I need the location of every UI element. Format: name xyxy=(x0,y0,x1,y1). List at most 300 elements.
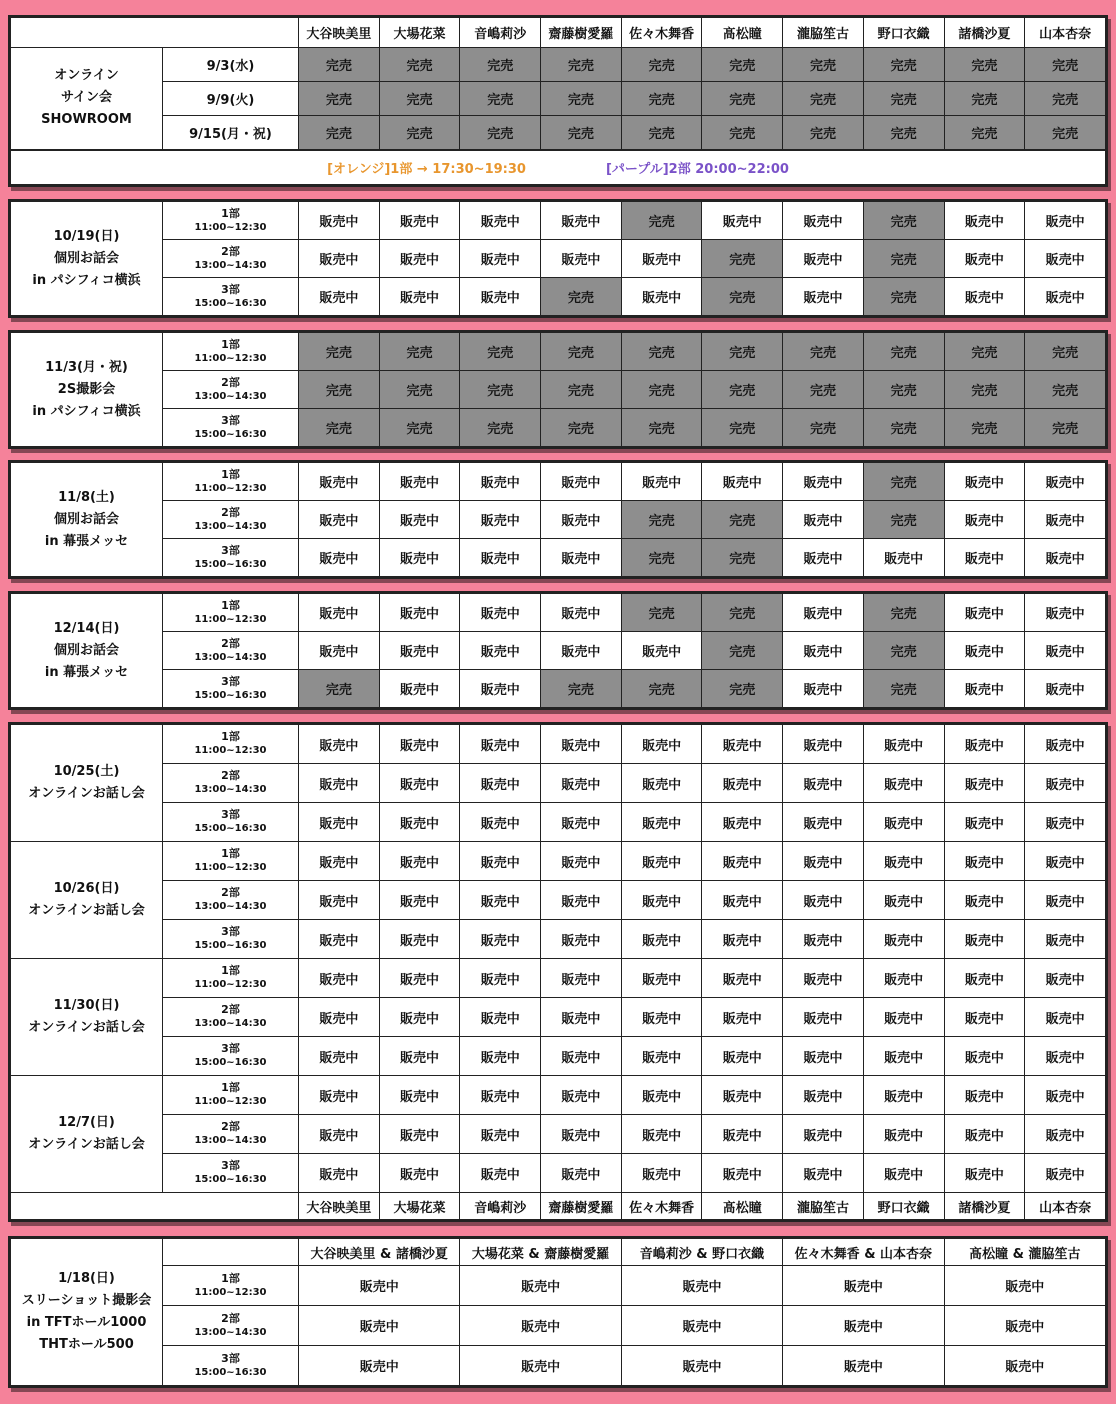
event-panel-1019 xyxy=(8,199,1108,318)
sign-date-row xyxy=(11,116,1106,150)
slot-cell xyxy=(163,881,299,920)
on-sale-cell: 販売中 xyxy=(460,670,541,708)
member-header-row xyxy=(11,18,1106,48)
on-sale-cell: 販売中 xyxy=(783,959,864,998)
on-sale-cell: 販売中 xyxy=(944,240,1025,278)
on-sale-cell: 販売中 xyxy=(460,959,541,998)
on-sale-cell: 販売中 xyxy=(1025,632,1106,670)
on-sale-cell: 販売中 xyxy=(944,1154,1025,1193)
on-sale-cell: 販売中 xyxy=(541,539,622,577)
slot-row xyxy=(11,202,1106,240)
on-sale-cell: 販売中 xyxy=(460,1115,541,1154)
event-name-line: in パシフィコ横浜 xyxy=(32,272,141,288)
note-row xyxy=(11,150,1106,185)
event-name-line: オンラインお話し会 xyxy=(28,903,145,918)
pair-name: 大場花菜 & 齋藤樹愛羅 xyxy=(460,1239,621,1266)
on-sale-cell: 販売中 xyxy=(944,632,1025,670)
slot-cell xyxy=(163,1346,299,1386)
slot-time: 13:00~14:30 xyxy=(194,520,267,532)
slot-cell xyxy=(163,725,299,764)
on-sale-cell: 販売中 xyxy=(541,998,622,1037)
on-sale-cell: 販売中 xyxy=(783,539,864,577)
on-sale-cell: 販売中 xyxy=(863,1037,944,1076)
member-name: 諸橋沙夏 xyxy=(944,18,1025,48)
sold-out-cell: 完売 xyxy=(783,371,864,409)
event-name-line: 11/3(月・祝) xyxy=(45,359,128,375)
on-sale-cell: 販売中 xyxy=(621,1076,702,1115)
slot-cell xyxy=(163,594,299,632)
sold-out-cell: 完売 xyxy=(702,632,783,670)
on-sale-cell: 販売中 xyxy=(460,202,541,240)
event-name-line: in 幕張メッセ xyxy=(44,533,129,549)
sold-out-cell: 完売 xyxy=(621,116,702,150)
sold-out-cell: 完売 xyxy=(783,409,864,447)
on-sale-cell: 販売中 xyxy=(1025,803,1106,842)
slot-time: 11:00~12:30 xyxy=(194,862,267,873)
slot-cell xyxy=(163,1154,299,1193)
slot-part: 1部 xyxy=(221,1081,240,1094)
slot-row xyxy=(11,842,1106,881)
slot-row xyxy=(11,959,1106,998)
sold-out-cell: 完売 xyxy=(299,333,380,371)
sold-out-cell: 完売 xyxy=(702,48,783,82)
on-sale-cell: 販売中 xyxy=(783,501,864,539)
on-sale-cell: 販売中 xyxy=(460,1346,621,1386)
slot-time: 11:00~12:30 xyxy=(194,221,267,233)
sold-out-cell: 完売 xyxy=(621,202,702,240)
on-sale-cell: 販売中 xyxy=(863,959,944,998)
on-sale-cell: 販売中 xyxy=(379,463,460,501)
on-sale-cell: 販売中 xyxy=(460,725,541,764)
event-name-cell xyxy=(11,594,163,708)
on-sale-cell: 販売中 xyxy=(379,594,460,632)
event-name-line: 1/18(日) xyxy=(58,1271,115,1286)
sold-out-cell: 完売 xyxy=(1025,333,1106,371)
on-sale-cell: 販売中 xyxy=(299,594,380,632)
on-sale-cell: 販売中 xyxy=(944,1306,1105,1346)
member-name: 音嶋莉沙 xyxy=(460,1193,541,1220)
on-sale-cell: 販売中 xyxy=(460,1037,541,1076)
on-sale-cell: 販売中 xyxy=(944,1266,1105,1306)
slot-cell xyxy=(163,1266,299,1306)
on-sale-cell: 販売中 xyxy=(702,881,783,920)
slot-part: 2部 xyxy=(221,1003,240,1016)
slot-cell xyxy=(163,539,299,577)
event-name-line: オンラインお話し会 xyxy=(28,786,145,801)
on-sale-cell: 販売中 xyxy=(299,1346,460,1386)
slot-cell xyxy=(163,240,299,278)
on-sale-cell: 販売中 xyxy=(299,539,380,577)
on-sale-cell: 販売中 xyxy=(379,998,460,1037)
on-sale-cell: 販売中 xyxy=(621,842,702,881)
slot-cell xyxy=(163,278,299,316)
member-name: 髙松瞳 xyxy=(702,1193,783,1220)
slot-part: 2部 xyxy=(221,886,240,899)
sold-out-cell: 完売 xyxy=(1025,116,1106,150)
slot-row xyxy=(11,409,1106,447)
sold-out-cell: 完売 xyxy=(944,333,1025,371)
sold-out-cell: 完売 xyxy=(783,82,864,116)
on-sale-cell: 販売中 xyxy=(621,920,702,959)
on-sale-cell: 販売中 xyxy=(621,1346,782,1386)
member-name: 佐々木舞香 xyxy=(621,1193,702,1220)
on-sale-cell: 販売中 xyxy=(1025,1154,1106,1193)
on-sale-cell: 販売中 xyxy=(1025,725,1106,764)
on-sale-cell: 販売中 xyxy=(1025,920,1106,959)
slot-cell xyxy=(163,920,299,959)
sold-out-cell: 完売 xyxy=(541,371,622,409)
pair-name: 佐々木舞香 & 山本杏奈 xyxy=(783,1239,944,1266)
on-sale-cell: 販売中 xyxy=(944,842,1025,881)
event-name-line: オンラインお話し会 xyxy=(28,1137,145,1152)
slot-cell xyxy=(163,1115,299,1154)
member-name: 山本杏奈 xyxy=(1025,18,1106,48)
event-name-line: SHOWROOM xyxy=(41,112,132,128)
sold-out-cell: 完売 xyxy=(944,82,1025,116)
event-panel-1108 xyxy=(8,460,1108,579)
slot-time: 13:00~14:30 xyxy=(194,1018,267,1029)
slot-cell xyxy=(163,1306,299,1346)
member-name: 大谷映美里 xyxy=(299,18,380,48)
online-talk-panel xyxy=(8,722,1108,1222)
on-sale-cell: 販売中 xyxy=(863,1076,944,1115)
sold-out-cell: 完売 xyxy=(541,409,622,447)
on-sale-cell: 販売中 xyxy=(379,278,460,316)
on-sale-cell: 販売中 xyxy=(783,594,864,632)
slot-time: 11:00~12:30 xyxy=(194,1286,267,1298)
sold-out-cell: 完売 xyxy=(541,670,622,708)
on-sale-cell: 販売中 xyxy=(621,278,702,316)
slot-row xyxy=(11,1346,1106,1386)
on-sale-cell: 販売中 xyxy=(1025,463,1106,501)
sold-out-cell: 完売 xyxy=(621,409,702,447)
event-name-cell xyxy=(11,1076,163,1193)
slot-part: 2部 xyxy=(221,244,240,258)
on-sale-cell: 販売中 xyxy=(541,632,622,670)
on-sale-cell: 販売中 xyxy=(460,1154,541,1193)
slot-row xyxy=(11,881,1106,920)
slot-time: 13:00~14:30 xyxy=(194,1326,267,1338)
sold-out-cell: 完売 xyxy=(460,48,541,82)
slot-time: 15:00~16:30 xyxy=(194,558,267,570)
member-name: 山本杏奈 xyxy=(1025,1193,1106,1220)
sold-out-cell: 完売 xyxy=(1025,371,1106,409)
slot-part: 3部 xyxy=(221,413,240,427)
pair-name: 音嶋莉沙 & 野口衣織 xyxy=(621,1239,782,1266)
on-sale-cell: 販売中 xyxy=(944,539,1025,577)
on-sale-cell: 販売中 xyxy=(460,881,541,920)
slot-part: 3部 xyxy=(221,543,240,557)
on-sale-cell: 販売中 xyxy=(863,881,944,920)
on-sale-cell: 販売中 xyxy=(379,632,460,670)
on-sale-cell: 販売中 xyxy=(783,725,864,764)
member-name: 音嶋莉沙 xyxy=(460,18,541,48)
event-name-cell xyxy=(11,463,163,577)
on-sale-cell: 販売中 xyxy=(621,240,702,278)
event-name-line: オンラインお話し会 xyxy=(28,1020,145,1035)
slot-part: 1部 xyxy=(221,467,240,481)
slot-cell xyxy=(163,670,299,708)
on-sale-cell: 販売中 xyxy=(299,725,380,764)
sold-out-cell: 完売 xyxy=(702,670,783,708)
on-sale-cell: 販売中 xyxy=(783,998,864,1037)
on-sale-cell: 販売中 xyxy=(1025,539,1106,577)
pair-name: 大谷映美里 & 諸橋沙夏 xyxy=(299,1239,460,1266)
slot-time: 13:00~14:30 xyxy=(194,390,267,402)
event-name-line: 10/26(日) xyxy=(53,881,120,896)
slot-row xyxy=(11,278,1106,316)
slot-row xyxy=(11,371,1106,409)
on-sale-cell: 販売中 xyxy=(944,463,1025,501)
slot-time: 15:00~16:30 xyxy=(194,297,267,309)
slot-time: 13:00~14:30 xyxy=(194,259,267,271)
on-sale-cell: 販売中 xyxy=(379,920,460,959)
on-sale-cell: 販売中 xyxy=(1025,594,1106,632)
on-sale-cell: 販売中 xyxy=(299,881,380,920)
on-sale-cell: 販売中 xyxy=(863,539,944,577)
slot-part: 1部 xyxy=(221,598,240,612)
slot-time: 15:00~16:30 xyxy=(194,940,267,951)
slot-part: 3部 xyxy=(221,1351,240,1365)
sold-out-cell: 完売 xyxy=(863,463,944,501)
header-blank-cell xyxy=(11,18,299,48)
on-sale-cell: 販売中 xyxy=(783,463,864,501)
on-sale-cell: 販売中 xyxy=(702,1076,783,1115)
slot-time: 15:00~16:30 xyxy=(194,428,267,440)
sold-out-cell: 完売 xyxy=(541,116,622,150)
on-sale-cell: 販売中 xyxy=(460,1266,621,1306)
sold-out-cell: 完売 xyxy=(379,371,460,409)
on-sale-cell: 販売中 xyxy=(621,764,702,803)
on-sale-cell: 販売中 xyxy=(379,959,460,998)
slot-row xyxy=(11,998,1106,1037)
on-sale-cell: 販売中 xyxy=(379,881,460,920)
on-sale-cell: 販売中 xyxy=(460,240,541,278)
sign-date-row xyxy=(11,82,1106,116)
on-sale-cell: 販売中 xyxy=(379,1076,460,1115)
slot-row xyxy=(11,632,1106,670)
slot-row xyxy=(11,539,1106,577)
slot-row xyxy=(11,1306,1106,1346)
slot-row xyxy=(11,1115,1106,1154)
sold-out-cell: 完売 xyxy=(863,409,944,447)
event-name-cell xyxy=(11,1239,163,1386)
slot-cell xyxy=(163,764,299,803)
sold-out-cell: 完売 xyxy=(702,116,783,150)
slot-part: 1部 xyxy=(221,847,240,860)
on-sale-cell: 販売中 xyxy=(541,959,622,998)
sold-out-cell: 完売 xyxy=(621,371,702,409)
sold-out-cell: 完売 xyxy=(863,333,944,371)
member-name: 瀧脇笙古 xyxy=(783,1193,864,1220)
on-sale-cell: 販売中 xyxy=(541,1037,622,1076)
on-sale-cell: 販売中 xyxy=(702,764,783,803)
on-sale-cell: 販売中 xyxy=(541,1115,622,1154)
on-sale-cell: 販売中 xyxy=(460,501,541,539)
sold-out-cell: 完売 xyxy=(783,333,864,371)
on-sale-cell: 販売中 xyxy=(783,803,864,842)
on-sale-cell: 販売中 xyxy=(621,803,702,842)
header-blank-cell xyxy=(11,1193,299,1220)
event-name-cell xyxy=(11,959,163,1076)
on-sale-cell: 販売中 xyxy=(379,725,460,764)
sold-out-cell: 完売 xyxy=(702,278,783,316)
sold-out-cell: 完売 xyxy=(299,116,380,150)
slot-cell xyxy=(163,371,299,409)
member-name: 大場花菜 xyxy=(379,18,460,48)
on-sale-cell: 販売中 xyxy=(541,240,622,278)
sold-out-cell: 完売 xyxy=(621,501,702,539)
on-sale-cell: 販売中 xyxy=(783,632,864,670)
on-sale-cell: 販売中 xyxy=(783,1346,944,1386)
sold-out-cell: 完売 xyxy=(621,82,702,116)
on-sale-cell: 販売中 xyxy=(460,632,541,670)
member-name: 齋藤樹愛羅 xyxy=(541,1193,622,1220)
member-name: 齋藤樹愛羅 xyxy=(541,18,622,48)
slot-time: 15:00~16:30 xyxy=(194,1174,267,1185)
on-sale-cell: 販売中 xyxy=(944,594,1025,632)
on-sale-cell: 販売中 xyxy=(621,725,702,764)
sold-out-cell: 完売 xyxy=(863,278,944,316)
on-sale-cell: 販売中 xyxy=(702,1154,783,1193)
on-sale-cell: 販売中 xyxy=(944,202,1025,240)
on-sale-cell: 販売中 xyxy=(541,594,622,632)
on-sale-cell: 販売中 xyxy=(944,1037,1025,1076)
orange-note: [オレンジ]1部 → 17:30~19:30 xyxy=(327,161,526,177)
on-sale-cell: 販売中 xyxy=(702,725,783,764)
sold-out-cell: 完売 xyxy=(863,632,944,670)
slot-part: 3部 xyxy=(221,925,240,938)
on-sale-cell: 販売中 xyxy=(702,842,783,881)
event-name-line: in 幕張メッセ xyxy=(44,664,129,680)
on-sale-cell: 販売中 xyxy=(541,725,622,764)
slot-time: 15:00~16:30 xyxy=(194,1366,267,1378)
on-sale-cell: 販売中 xyxy=(944,278,1025,316)
slot-time: 11:00~12:30 xyxy=(194,482,267,494)
slot-part: 1部 xyxy=(221,337,240,351)
sold-out-cell: 完売 xyxy=(541,278,622,316)
sold-out-cell: 完売 xyxy=(702,82,783,116)
on-sale-cell: 販売中 xyxy=(702,1115,783,1154)
slot-row xyxy=(11,594,1106,632)
on-sale-cell: 販売中 xyxy=(299,803,380,842)
slot-part: 3部 xyxy=(221,674,240,688)
on-sale-cell: 販売中 xyxy=(299,202,380,240)
on-sale-cell: 販売中 xyxy=(460,1306,621,1346)
on-sale-cell: 販売中 xyxy=(541,881,622,920)
on-sale-cell: 販売中 xyxy=(944,1076,1025,1115)
on-sale-cell: 販売中 xyxy=(863,1115,944,1154)
on-sale-cell: 販売中 xyxy=(460,998,541,1037)
on-sale-cell: 販売中 xyxy=(541,463,622,501)
sold-out-cell: 完売 xyxy=(863,202,944,240)
three-shot-panel xyxy=(8,1236,1108,1388)
on-sale-cell: 販売中 xyxy=(702,1037,783,1076)
slot-row xyxy=(11,1266,1106,1306)
on-sale-cell: 販売中 xyxy=(299,463,380,501)
on-sale-cell: 販売中 xyxy=(944,670,1025,708)
on-sale-cell: 販売中 xyxy=(379,501,460,539)
sold-out-cell: 完売 xyxy=(621,333,702,371)
on-sale-cell: 販売中 xyxy=(379,670,460,708)
on-sale-cell: 販売中 xyxy=(379,1037,460,1076)
on-sale-cell: 販売中 xyxy=(783,764,864,803)
sold-out-cell: 完売 xyxy=(863,48,944,82)
event-name-cell xyxy=(11,333,163,447)
on-sale-cell: 販売中 xyxy=(944,920,1025,959)
event-name-line: 2S撮影会 xyxy=(57,381,116,397)
purple-note: [パープル]2部 20:00~22:00 xyxy=(605,161,789,177)
sold-out-cell: 完売 xyxy=(863,670,944,708)
on-sale-cell: 販売中 xyxy=(863,920,944,959)
event-name-line: 10/25(土) xyxy=(53,764,120,779)
slot-time: 11:00~12:30 xyxy=(194,745,267,756)
on-sale-cell: 販売中 xyxy=(863,764,944,803)
sold-out-cell: 完売 xyxy=(1025,82,1106,116)
sold-out-cell: 完売 xyxy=(863,240,944,278)
sold-out-cell: 完売 xyxy=(299,670,380,708)
event-name-line: スリーショット撮影会 xyxy=(21,1293,152,1308)
slot-part: 3部 xyxy=(221,808,240,821)
event-name-cell xyxy=(11,202,163,316)
sold-out-cell: 完売 xyxy=(460,333,541,371)
event-panel-1214 xyxy=(8,591,1108,710)
sold-out-cell: 完売 xyxy=(379,82,460,116)
event-name-line: 11/30(日) xyxy=(53,998,120,1013)
event-name-line: 12/14(日) xyxy=(53,620,120,636)
slot-row xyxy=(11,920,1106,959)
sold-out-cell: 完売 xyxy=(379,48,460,82)
event-name-line: 12/7(日) xyxy=(58,1115,115,1130)
slot-time: 11:00~12:30 xyxy=(194,613,267,625)
sold-out-cell: 完売 xyxy=(379,333,460,371)
sold-out-cell: 完売 xyxy=(863,371,944,409)
on-sale-cell: 販売中 xyxy=(460,539,541,577)
sold-out-cell: 完売 xyxy=(1025,48,1106,82)
slot-row xyxy=(11,463,1106,501)
on-sale-cell: 販売中 xyxy=(783,278,864,316)
slot-row xyxy=(11,1154,1106,1193)
on-sale-cell: 販売中 xyxy=(702,920,783,959)
on-sale-cell: 販売中 xyxy=(299,632,380,670)
on-sale-cell: 販売中 xyxy=(1025,842,1106,881)
on-sale-cell: 販売中 xyxy=(621,1266,782,1306)
on-sale-cell: 販売中 xyxy=(460,920,541,959)
on-sale-cell: 販売中 xyxy=(944,764,1025,803)
member-name: 野口衣織 xyxy=(863,18,944,48)
on-sale-cell: 販売中 xyxy=(863,803,944,842)
sold-out-cell: 完売 xyxy=(299,409,380,447)
sold-out-cell: 完売 xyxy=(460,82,541,116)
slot-cell xyxy=(163,632,299,670)
on-sale-cell: 販売中 xyxy=(1025,881,1106,920)
slot-row xyxy=(11,1076,1106,1115)
on-sale-cell: 販売中 xyxy=(1025,959,1106,998)
event-name-line: in パシフィコ横浜 xyxy=(32,403,141,419)
sold-out-cell: 完売 xyxy=(702,371,783,409)
on-sale-cell: 販売中 xyxy=(621,881,702,920)
member-footer-row xyxy=(11,1193,1106,1220)
on-sale-cell: 販売中 xyxy=(621,1306,782,1346)
on-sale-cell: 販売中 xyxy=(944,803,1025,842)
slot-part: 1部 xyxy=(221,1271,240,1285)
on-sale-cell: 販売中 xyxy=(1025,501,1106,539)
on-sale-cell: 販売中 xyxy=(1025,998,1106,1037)
sold-out-cell: 完売 xyxy=(944,371,1025,409)
slot-time: 11:00~12:30 xyxy=(194,979,267,990)
on-sale-cell: 販売中 xyxy=(460,803,541,842)
on-sale-cell: 販売中 xyxy=(944,501,1025,539)
